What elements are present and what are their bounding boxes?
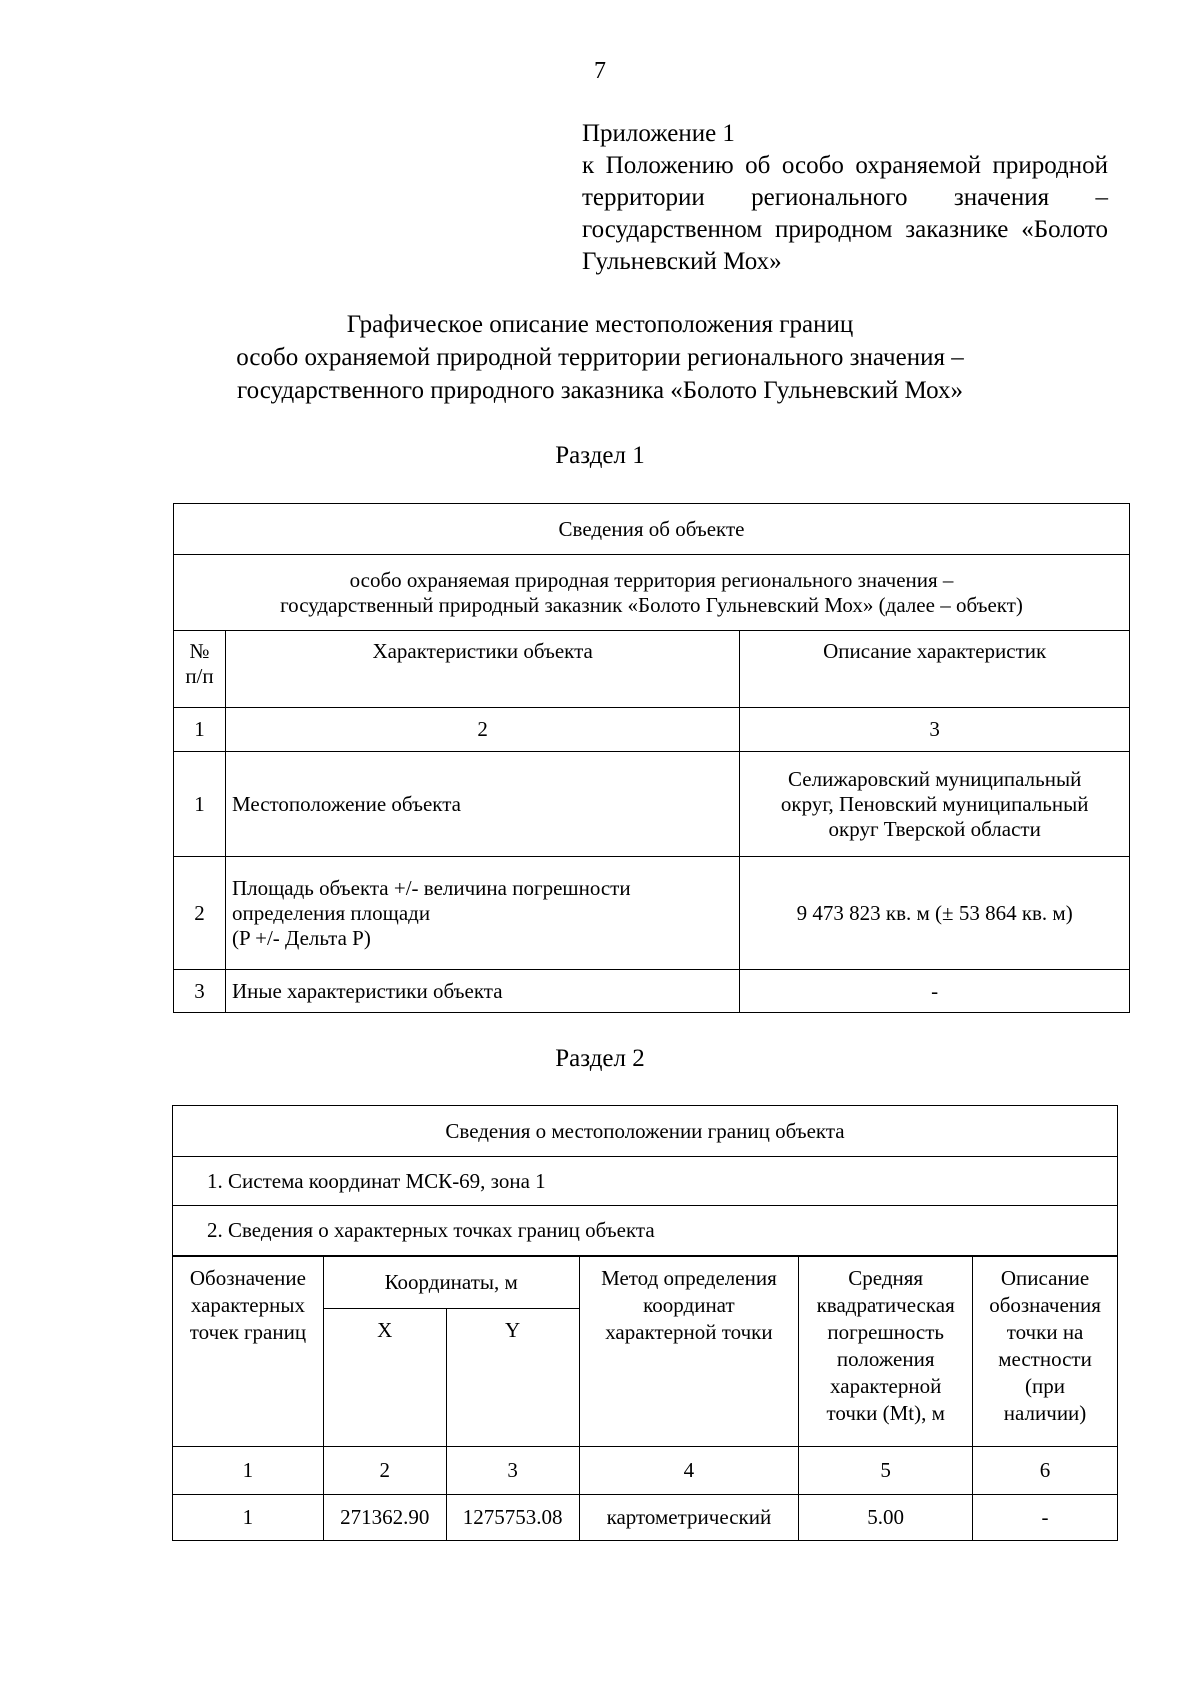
header-line: характерной точки	[605, 1320, 773, 1344]
table-row	[174, 752, 1130, 857]
row-characteristic	[225, 970, 739, 1013]
appendix-title: Приложение 1	[582, 120, 735, 147]
col-number: 3	[446, 1447, 579, 1495]
row-description-line: 9 473 823 кв. м (± 53 864 кв. м)	[796, 900, 1073, 925]
col-header-characteristics: Характеристики объекта	[225, 631, 739, 708]
coordinate-system-row: 1. Система координат МСК-69, зона 1	[173, 1157, 1118, 1206]
boundary-points-table	[172, 1256, 1118, 1541]
row-description	[740, 970, 1130, 1013]
header-line: Средняя	[848, 1266, 924, 1290]
section2-title: Раздел 2	[555, 1045, 645, 1072]
header-line: квадратическая	[816, 1293, 955, 1317]
table-row	[174, 970, 1130, 1013]
point-id: 1	[173, 1495, 324, 1541]
main-title-line: государственного природного заказника «Болото Гульневский Мох»	[237, 377, 963, 404]
point-x: 271362.90	[323, 1495, 446, 1541]
row-description-line: округ Тверской области	[828, 816, 1041, 841]
col-number: 6	[973, 1447, 1118, 1495]
object-name-cell	[174, 555, 1130, 631]
header-line: Обозначение	[189, 1266, 306, 1290]
points-info-row: 2. Сведения о характерных точках границ объекта	[173, 1206, 1118, 1256]
row-description	[740, 752, 1130, 857]
header-y: Y	[446, 1309, 579, 1447]
boundary-info-table	[172, 1105, 1118, 1256]
col-number: 3	[740, 708, 1130, 752]
header-line: положения	[836, 1347, 935, 1371]
table-row	[173, 1495, 1118, 1541]
boundary-info-header: Сведения о местоположении границ объекта	[173, 1106, 1118, 1157]
header-coordinates: Координаты, м	[323, 1257, 579, 1309]
header-line: точки на	[1006, 1320, 1084, 1344]
header-line: Описание	[1000, 1266, 1090, 1290]
row-characteristic	[225, 752, 739, 857]
header-designation	[173, 1257, 324, 1447]
header-error	[799, 1257, 973, 1447]
header-line: Метод определения	[601, 1266, 777, 1290]
header-line: координат	[643, 1293, 735, 1317]
table-row	[174, 857, 1130, 970]
object-name-line: особо охраняемая природная территория регионального значения –	[349, 567, 954, 592]
header-line: наличии)	[1003, 1401, 1087, 1425]
header-line: обозначения	[989, 1293, 1101, 1317]
row-characteristic-line: Местоположение объекта	[231, 791, 461, 816]
header-description	[973, 1257, 1118, 1447]
header-line: погрешность	[827, 1320, 945, 1344]
col-number: 5	[799, 1447, 973, 1495]
appendix-block	[582, 118, 1108, 278]
section1-title: Раздел 1	[555, 442, 645, 469]
col-number: 2	[225, 708, 739, 752]
main-title-line: особо охраняемой природной территории регионального значения –	[236, 344, 964, 371]
header-line: точки (Mt), м	[826, 1401, 945, 1425]
row-description-line: Селижаровский муниципальный	[788, 766, 1082, 791]
row-description-line: -	[931, 978, 939, 1003]
header-line: местности	[998, 1347, 1092, 1371]
row-characteristic	[225, 857, 739, 970]
header-x: X	[323, 1309, 446, 1447]
point-method: картометрический	[579, 1495, 799, 1541]
row-characteristic-line: определения площади	[231, 900, 431, 925]
row-description	[740, 857, 1130, 970]
main-title	[0, 308, 1200, 407]
header-line: характерной	[830, 1374, 942, 1398]
row-num: 2	[174, 857, 226, 970]
row-characteristic-line: Площадь объекта +/- величина погрешности	[231, 875, 631, 900]
object-info-header: Сведения об объекте	[174, 504, 1130, 555]
main-title-line: Графическое описание местоположения границ	[346, 311, 854, 338]
col-header-num: № п/п	[174, 631, 226, 708]
page-number: 7	[594, 58, 606, 84]
col-number: 4	[579, 1447, 799, 1495]
row-characteristic-line: Иные характеристики объекта	[231, 978, 503, 1003]
header-line: (при	[1025, 1374, 1066, 1398]
header-method	[579, 1257, 799, 1447]
row-num: 3	[174, 970, 226, 1013]
row-description-line: округ, Пеновский муниципальный	[780, 791, 1089, 816]
object-name-line: государственный природный заказник «Болото Гульневский Мох» (далее – объект)	[280, 592, 1023, 617]
row-characteristic-line: (P +/- Дельта P)	[231, 925, 371, 950]
header-line: точек границ	[189, 1320, 307, 1344]
appendix-text: к Положению об особо охраняемой природной территории регионального значения – государственном природном заказнике «Болото Гульневский Мох»	[582, 152, 1108, 275]
col-number: 1	[173, 1447, 324, 1495]
point-y: 1275753.08	[446, 1495, 579, 1541]
col-number: 2	[323, 1447, 446, 1495]
point-mt: 5.00	[799, 1495, 973, 1541]
point-description: -	[973, 1495, 1118, 1541]
header-line: характерных	[190, 1293, 305, 1317]
col-number: 1	[174, 708, 226, 752]
object-info-table	[173, 503, 1130, 1013]
row-num: 1	[174, 752, 226, 857]
col-header-description: Описание характеристик	[740, 631, 1130, 708]
